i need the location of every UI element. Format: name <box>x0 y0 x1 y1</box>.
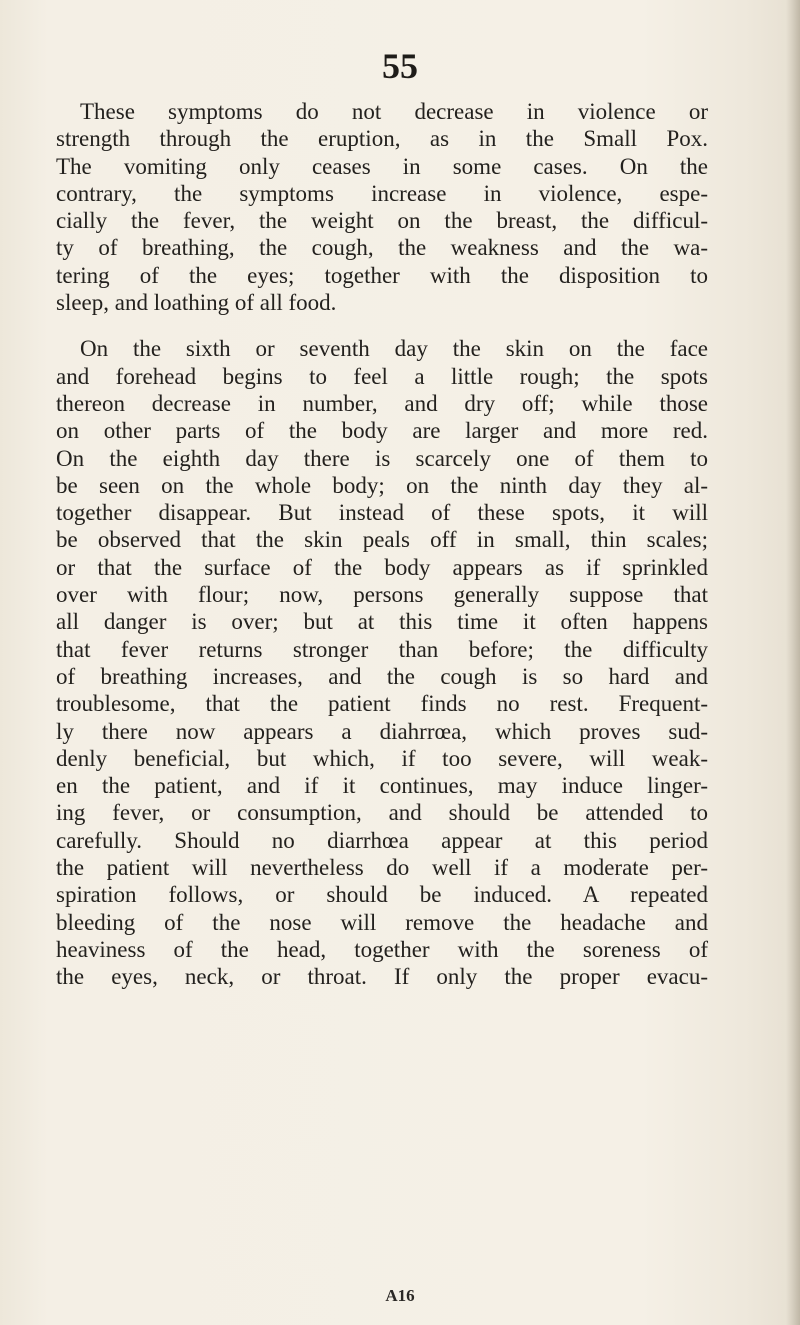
text-line: tering of the eyes; together with the disposition to <box>56 262 708 288</box>
page-edge-shadow <box>786 0 800 1325</box>
text-line: and forehead begins to feel a little rough; the spots <box>56 363 708 389</box>
text-line: the eyes, neck, or throat. If only the proper evacu- <box>56 964 708 990</box>
text-line: the patient will nevertheless do well if a moderate per- <box>56 855 708 881</box>
text-line: carefully. Should no diarrhœa appear at this period <box>56 827 708 853</box>
text-line: On the eighth day there is scarcely one of them to <box>56 445 708 471</box>
text-line: On the sixth or seventh day the skin on the face <box>80 336 708 362</box>
body-text <box>56 98 708 991</box>
text-line: sleep, and loathing of all food. <box>56 290 337 316</box>
text-line: These symptoms do not decrease in violence or <box>80 99 708 124</box>
text-line: heaviness of the head, together with the soreness of <box>56 936 708 962</box>
text-line: The vomiting only ceases in some cases. On the <box>56 153 708 179</box>
text-line: bleeding of the nose will remove the headache and <box>56 909 708 935</box>
paragraph-2 <box>56 335 708 990</box>
text-line: cially the fever, the weight on the breast, the difficul- <box>56 208 708 234</box>
text-line: be observed that the skin peals off in small, thin scales; <box>56 527 708 553</box>
text-line: troublesome, that the patient finds no rest. Frequent- <box>56 691 708 717</box>
paragraph-1 <box>56 98 708 316</box>
text-line: en the patient, and if it continues, may induce linger- <box>56 773 708 799</box>
text-line: on other parts of the body are larger and more red. <box>56 418 708 444</box>
text-line: together disappear. But instead of these spots, it will <box>56 500 708 526</box>
text-line: strength through the eruption, as in the Small Pox. <box>56 126 708 152</box>
text-line: thereon decrease in number, and dry off; while those <box>56 390 708 416</box>
printer-signature-mark: A16 <box>385 1286 415 1305</box>
page-number: 55 <box>382 46 418 86</box>
text-line: ly there now appears a diahrrœa, which proves sud- <box>56 718 708 744</box>
text-line: over with flour; now, persons generally suppose that <box>56 582 708 608</box>
text-line: that fever returns stronger than before; the difficulty <box>56 636 708 662</box>
text-line: of breathing increases, and the cough is so hard and <box>56 663 708 689</box>
text-line: all danger is over; but at this time it often happens <box>56 609 708 635</box>
text-line: ty of breathing, the cough, the weakness and the wa- <box>56 235 708 261</box>
text-line: or that the surface of the body appears as if sprinkled <box>56 554 708 580</box>
text-line: contrary, the symptoms increase in violence, espe- <box>56 180 708 206</box>
text-line: spiration follows, or should be induced. A repeated <box>56 882 708 908</box>
text-line: ing fever, or consumption, and should be attended to <box>56 800 708 826</box>
paragraph-gap <box>56 316 708 335</box>
text-line: denly beneficial, but which, if too severe, will weak- <box>56 745 708 771</box>
text-line: be seen on the whole body; on the ninth day they al- <box>56 472 708 498</box>
